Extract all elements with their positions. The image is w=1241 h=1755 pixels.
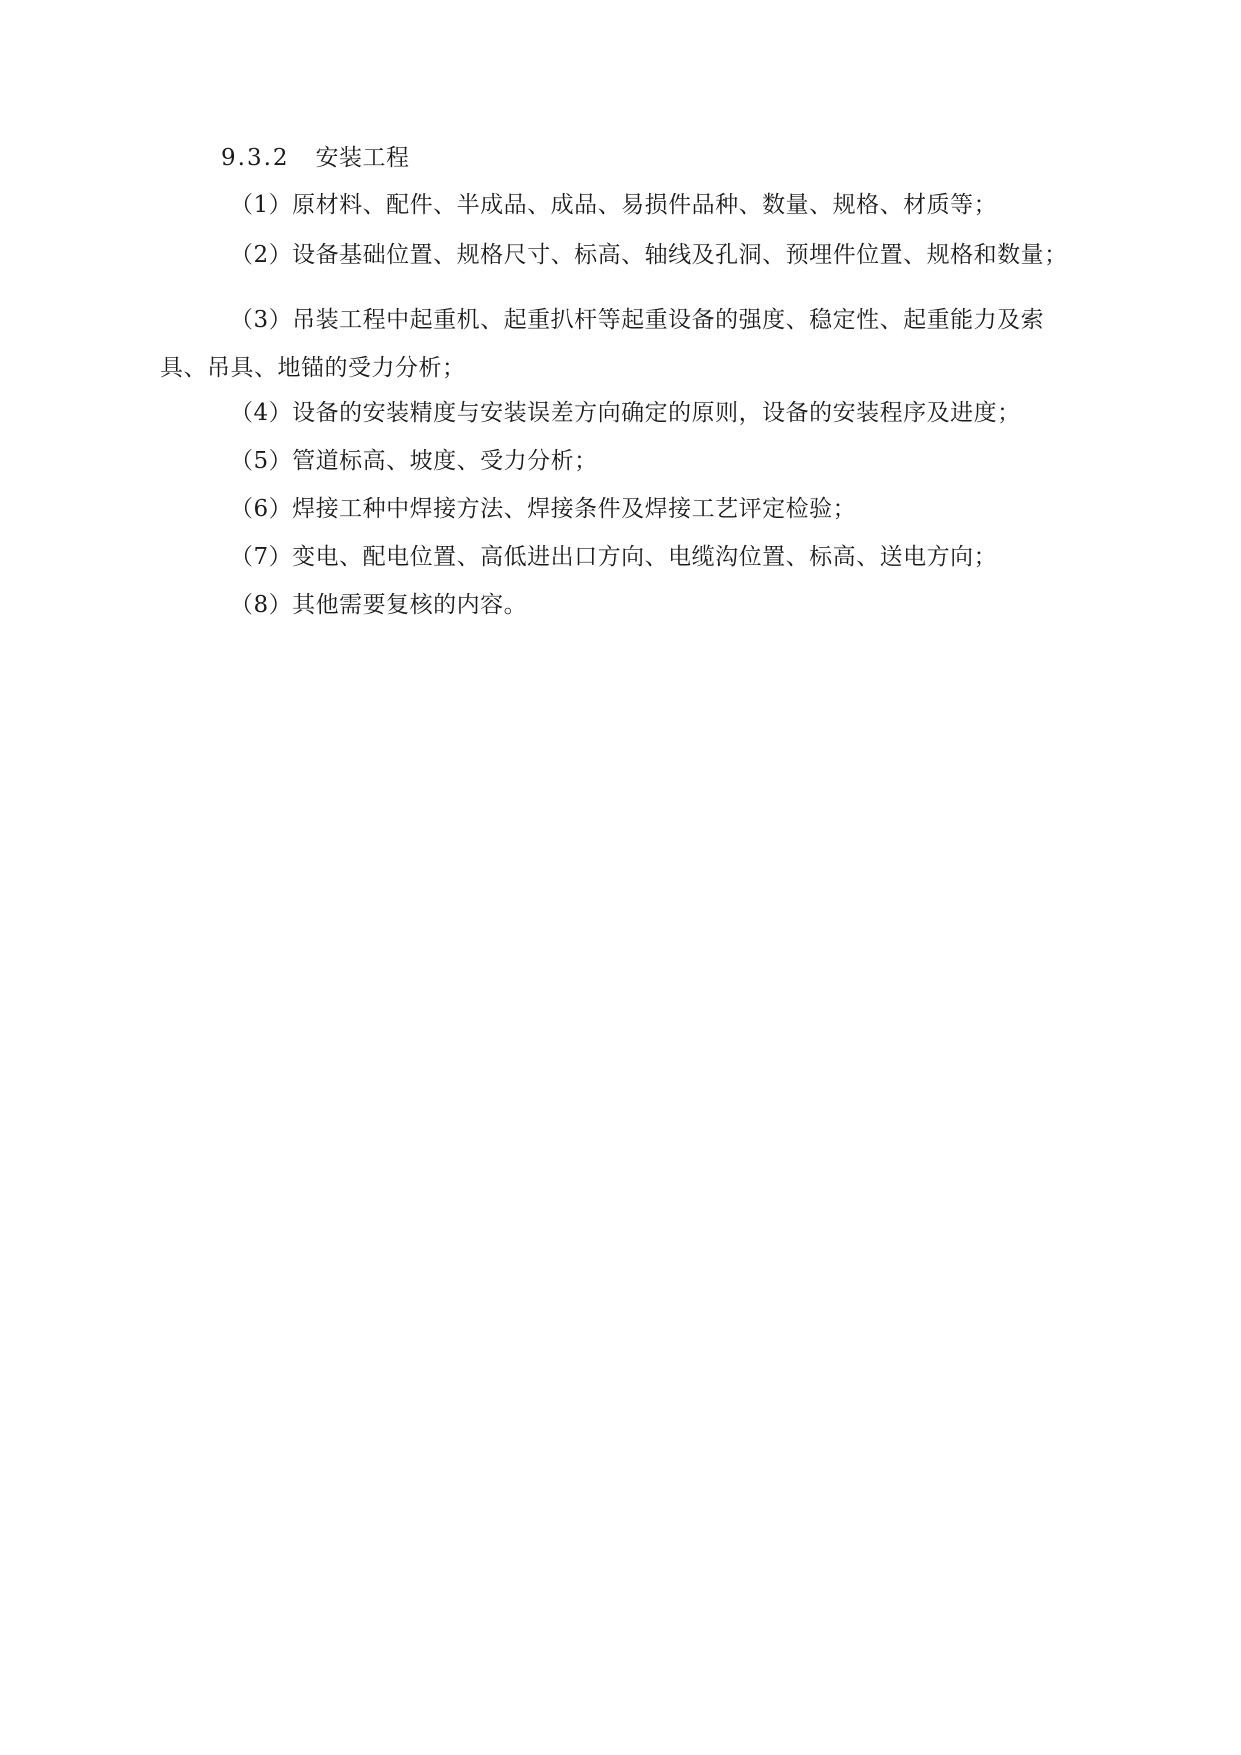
list-item-8: （8）其他需要复核的内容。 xyxy=(230,592,528,618)
list-item-3: （3）吊装工程中起重机、起重扒杆等起重设备的强度、稳定性、起重能力及索具、吊具、地锚的受力分析； xyxy=(160,307,1045,381)
section-heading xyxy=(221,143,410,173)
list-item-4: （4）设备的安装精度与安装误差方向确定的原则，设备的安装程序及进度； xyxy=(230,400,1021,426)
list-item-6: （6）焊接工种中焊接方法、焊接条件及焊接工艺评定检验； xyxy=(230,496,857,522)
list-item-7: （7）变电、配电位置、高低进出口方向、电缆沟位置、标高、送电方向； xyxy=(230,544,998,570)
list-item-1: （1）原材料、配件、半成品、成品、易损件品种、数量、规格、材质等； xyxy=(230,192,998,218)
section-number: 9.3.2 xyxy=(221,145,290,171)
list-item-5: （5）管道标高、坡度、受力分析； xyxy=(230,448,598,474)
section-title: 安装工程 xyxy=(315,145,410,171)
list-item-2: （2）设备基础位置、规格尺寸、标高、轴线及孔洞、预埋件位置、规格和数量； xyxy=(230,242,1068,268)
